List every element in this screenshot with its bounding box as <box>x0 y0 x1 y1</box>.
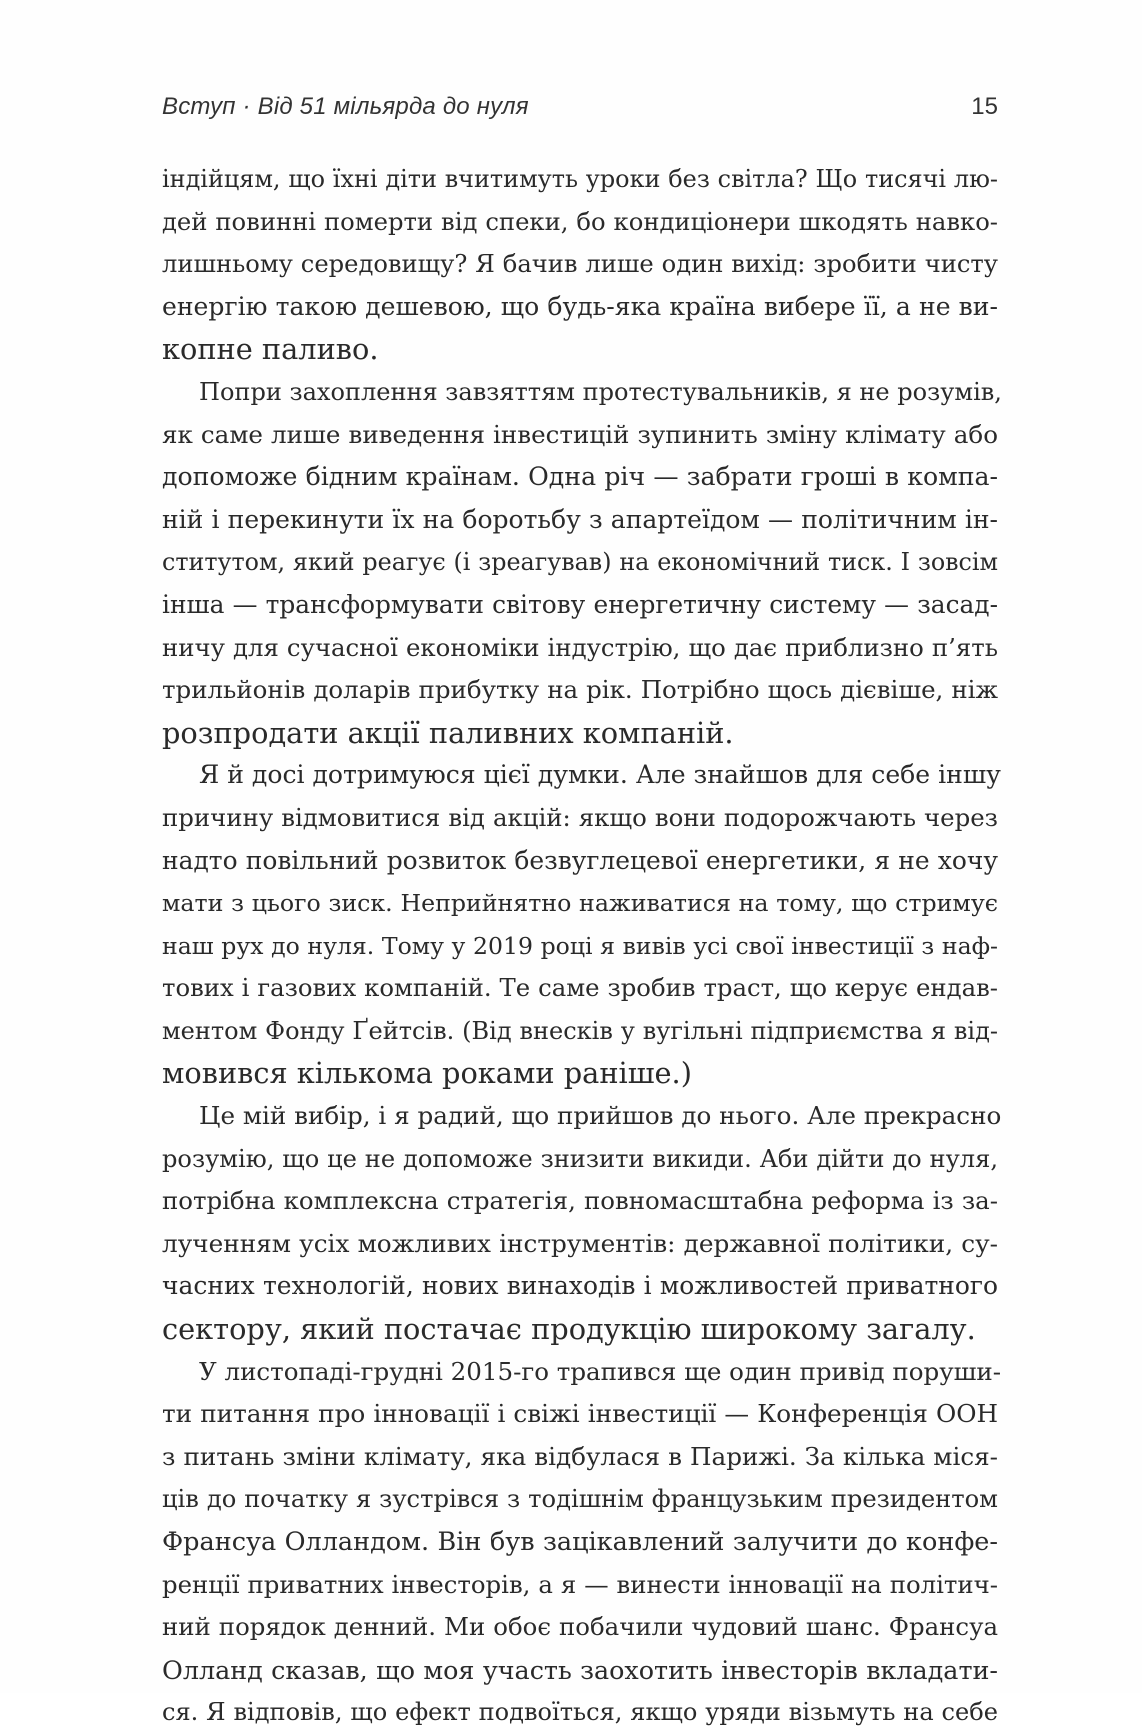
page-number: 15 <box>971 93 998 120</box>
text-line: ничу для сучасної економіки індустрію, що дає приблизно п’ять <box>162 632 998 662</box>
text-line: мати з цього зиск. Неприйнятно наживатися на тому, що стримує <box>162 889 998 918</box>
text-line: ментом Фонду Ґейтсів. (Від внесків у вугільні підприємства я від- <box>162 1016 998 1045</box>
text-line: Це мій вибір, і я радий, що прийшов до нього. Але прекрасно <box>199 1101 1002 1131</box>
text-line: ти питання про інновації і свіжі інвестиції — Конференція ООН <box>162 1399 998 1429</box>
text-line: Попри захоплення завзяттям протестувальників, я не розумів, <box>199 377 1002 406</box>
text-line: надто повільний розвиток безвуглецевої енергетики, я не хочу <box>162 845 998 875</box>
text-line: інша — трансформувати світову енергетичну систему — засад- <box>162 589 998 619</box>
text-line: з питань зміни клімату, яка відбулася в Парижі. За кілька міся- <box>162 1441 998 1471</box>
text-line: тових і газових компаній. Те саме зробив траст, що керує ендав- <box>162 973 998 1003</box>
text-line: сектору, який постачає продукцію широкому загалу. <box>162 1312 976 1347</box>
text-line: допоможе бідним країнам. Одна річ — забрати гроші в компа- <box>162 462 998 492</box>
text-line: ний порядок денний. Ми обоє побачили чудовий шанс. Франсуа <box>162 1612 998 1642</box>
body-text <box>162 158 1002 1734</box>
text-line: як саме лише виведення інвестицій зупинить зміну клімату або <box>162 419 998 449</box>
text-line: ся. Я відповів, що ефект подвоїться, якщо уряди візьмуть на себе <box>162 1698 998 1727</box>
text-line: мовився кількома роками раніше.) <box>162 1056 692 1091</box>
text-line: ренції приватних інвесторів, а я — винести інновації на політич- <box>162 1569 998 1599</box>
text-line: наш рух до нуля. Тому у 2019 році я вивів усі свої інвестиції з наф- <box>162 931 998 960</box>
text-line: ців до початку я зустрівся з тодішнім французьким президентом <box>162 1485 998 1514</box>
text-line: ститутом, який реагує (і зреагував) на економічний тиск. І зовсім <box>162 548 998 577</box>
text-line: Я й досі дотримуюся цієї думки. Але знайшов для себе іншу <box>199 760 1001 790</box>
text-line: трильйонів доларів прибутку на рік. Потрібно щось дієвіше, ніж <box>162 675 998 705</box>
text-line: дей повинні померти від спеки, бо кондиціонери шкодять навко- <box>162 206 998 236</box>
text-line: У листопаді-грудні 2015-го трапився ще один привід поруши- <box>199 1356 1002 1386</box>
text-line: лученням усіх можливих інструментів: державної політики, су- <box>162 1228 998 1258</box>
text-line: Олланд сказав, що моя участь заохотить інвесторів вкладати- <box>162 1654 998 1685</box>
text-line: енергію такою дешевою, що будь-яка країна вибере її, а не ви- <box>162 291 998 321</box>
running-header <box>162 92 998 132</box>
text-line: розумію, що це не допоможе знизити викиди. Аби дійти до нуля, <box>162 1144 998 1173</box>
text-line: часних технологій, нових винаходів і можливостей приватного <box>162 1271 998 1301</box>
text-line: причину відмовитися від акцій: якщо вони подорожчають через <box>162 802 998 832</box>
text-line: ній і перекинути їх на боротьбу з апартеїдом — політичним ін- <box>162 504 998 534</box>
text-line: потрібна комплексна стратегія, повномасштабна реформа із за- <box>162 1186 998 1216</box>
text-line: лишньому середовищу? Я бачив лише один вихід: зробити чисту <box>162 250 998 279</box>
text-line: розпродати акції паливних компаній. <box>162 715 734 750</box>
text-line: індійцям, що їхні діти вчитимуть уроки без світла? Що тисячі лю- <box>162 165 998 193</box>
chapter-title: Вступ · Від 51 мільярда до нуля <box>162 93 529 120</box>
text-line: Франсуа Олландом. Він був зацікавлений залучити до конфе- <box>162 1527 998 1557</box>
text-line: копне паливо. <box>162 332 379 367</box>
